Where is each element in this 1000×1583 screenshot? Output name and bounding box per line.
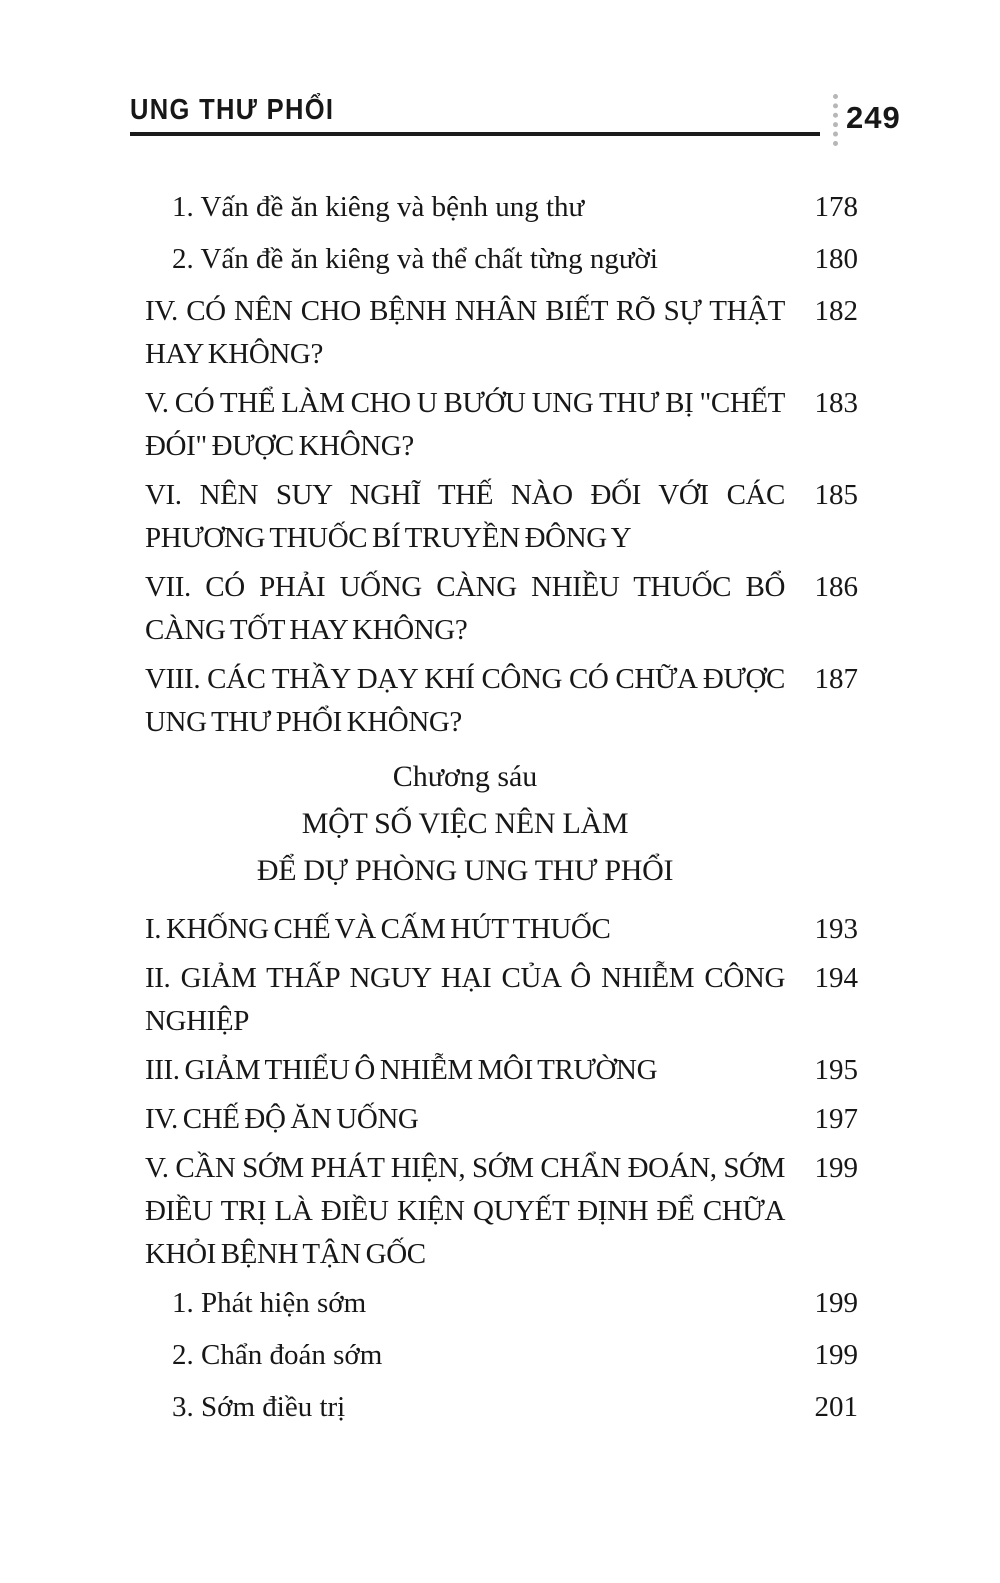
toc-entry: [145, 1282, 858, 1325]
toc-entry: [145, 382, 858, 468]
toc-entry: [145, 957, 858, 1043]
toc-entry-label: V. CÓ THỂ LÀM CHO U BƯỚU UNG THƯ BỊ "CHẾT ĐÓI" ĐƯỢC KHÔNG?: [145, 387, 785, 462]
header-rule: [130, 132, 820, 136]
toc-entry: [145, 1147, 858, 1276]
toc-entry: [145, 908, 858, 951]
toc-entry: [145, 1386, 858, 1429]
toc-entry-page-number: 178: [814, 191, 858, 223]
toc-entry-label: I. KHỐNG CHẾ VÀ CẤM HÚT THUỐC: [145, 913, 611, 945]
toc-entry-page-number: 201: [814, 1391, 858, 1423]
toc-entry-label: VII. CÓ PHẢI UỐNG CÀNG NHIỀU THUỐC BỔ CÀNG TỐT HAY KHÔNG?: [145, 571, 785, 646]
chapter-kicker: Chương sáu: [392, 760, 538, 793]
toc-entry: [145, 1334, 858, 1377]
toc-entry-label: VIII. CÁC THẦY DẠY KHÍ CÔNG CÓ CHỮA ĐƯỢC UNG THƯ PHỔI KHÔNG?: [145, 663, 785, 738]
dotted-divider-icon: [833, 94, 838, 146]
toc-entry: [145, 186, 858, 229]
toc-entry-label: III. GIẢM THIỂU Ô NHIỄM MÔI TRƯỜNG: [145, 1054, 658, 1086]
chapter-title-line2: ĐỂ DỰ PHÒNG UNG THƯ PHỔI: [256, 854, 674, 887]
toc-entry-label: 3. Sớm điều trị: [172, 1391, 346, 1423]
toc-entry: [145, 290, 858, 376]
table-of-contents: [145, 186, 858, 1438]
toc-entry-label: IV. CHẾ ĐỘ ĂN UỐNG: [145, 1103, 419, 1135]
toc-entry-page-number: 194: [814, 962, 858, 994]
toc-entry: [145, 1049, 858, 1092]
chapter-heading: [145, 754, 785, 894]
toc-entry: [145, 474, 858, 560]
toc-entry-page-number: 195: [814, 1054, 858, 1086]
toc-entry: [145, 566, 858, 652]
toc-entry-label: II. GIẢM THẤP NGUY HẠI CỦA Ô NHIỄM CÔNG NGHIỆP: [145, 962, 785, 1037]
toc-entry-label: V. CẦN SỚM PHÁT HIỆN, SỚM CHẨN ĐOÁN, SỚM ĐIỀU TRỊ LÀ ĐIỀU KIỆN QUYẾT ĐỊNH ĐỂ CHỮA KHỎI BỆNH TẬN GỐC: [145, 1152, 785, 1270]
toc-entry-page-number: 199: [814, 1152, 858, 1184]
running-title: UNG THƯ PHỔI: [130, 94, 335, 126]
toc-entry-label: 1. Phát hiện sớm: [172, 1287, 367, 1319]
toc-entry-page-number: 185: [814, 479, 858, 511]
toc-entry-page-number: 183: [814, 387, 858, 419]
toc-entry: [145, 658, 858, 744]
toc-entry-label: 1. Vấn đề ăn kiêng và bệnh ung thư: [172, 191, 585, 223]
toc-entry-label: 2. Chẩn đoán sớm: [172, 1339, 383, 1371]
page-header: [130, 94, 901, 158]
toc-entry-label: IV. CÓ NÊN CHO BỆNH NHÂN BIẾT RÕ SỰ THẬT HAY KHÔNG?: [145, 295, 785, 370]
toc-entry: [145, 1098, 858, 1141]
toc-entry-label: 2. Vấn đề ăn kiêng và thể chất từng người: [172, 243, 658, 275]
toc-entry-page-number: 182: [814, 295, 858, 327]
toc-entry-page-number: 193: [814, 913, 858, 945]
toc-entry-page-number: 187: [814, 663, 858, 695]
toc-entry-page-number: 180: [814, 243, 858, 275]
toc-entry-page-number: 186: [814, 571, 858, 603]
toc-entry-page-number: 199: [814, 1339, 858, 1371]
toc-entry-label: VI. NÊN SUY NGHĨ THẾ NÀO ĐỐI VỚI CÁC PHƯƠNG THUỐC BÍ TRUYỀN ĐÔNG Y: [145, 479, 785, 554]
page-number: 249: [846, 100, 901, 135]
toc-entry-page-number: 197: [814, 1103, 858, 1135]
toc-entry: [145, 238, 858, 281]
chapter-title-line1: MỘT SỐ VIỆC NÊN LÀM: [301, 807, 629, 840]
toc-entry-page-number: 199: [814, 1287, 858, 1319]
